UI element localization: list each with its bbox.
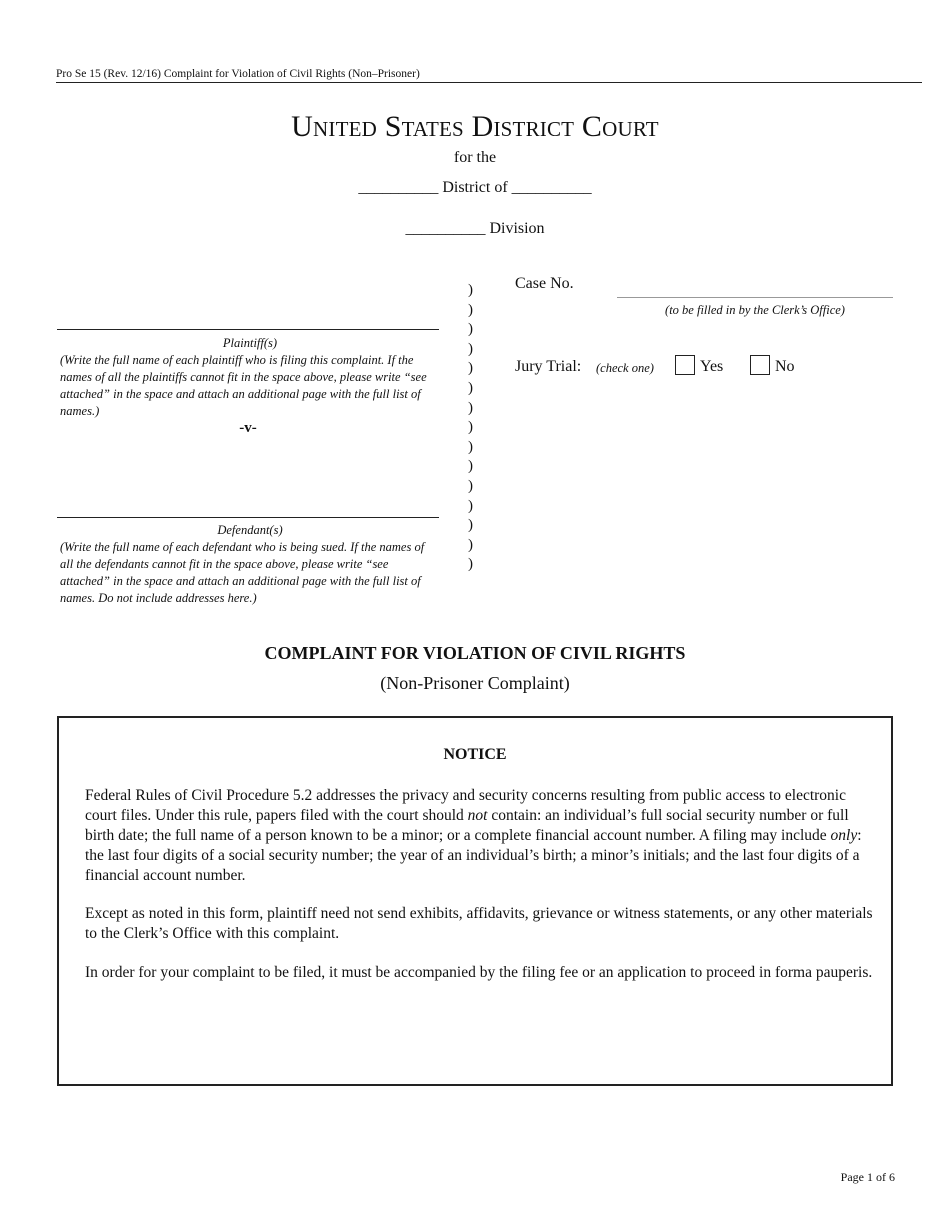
- versus-label: -v-: [239, 420, 257, 436]
- case-no-field[interactable]: [617, 297, 893, 298]
- jury-yes-checkbox[interactable]: [675, 355, 695, 375]
- paren: ): [468, 301, 473, 318]
- notice-paragraph-privacy: [85, 786, 875, 886]
- plaintiff-caption: [60, 335, 440, 420]
- paren: ): [468, 477, 473, 494]
- jury-yes-label: Yes: [700, 358, 724, 375]
- paren: ): [468, 458, 473, 475]
- paren: ): [468, 399, 473, 416]
- jury-no-checkbox[interactable]: [750, 355, 770, 375]
- clerk-office-note: (to be filled in by the Clerk’s Office): [665, 303, 845, 317]
- notice-title: NOTICE: [443, 746, 507, 763]
- paren: ): [468, 497, 473, 514]
- notice-paragraph-exhibits: Except as noted in this form, plaintiff need not send exhibits, affidavits, grievance or witness statements, or any other materials to the Clerk’s Office with this complaint.: [85, 905, 873, 942]
- paren: ): [468, 379, 473, 396]
- paren: ): [468, 536, 473, 553]
- paren: ): [468, 438, 473, 455]
- jury-trial-label: Jury Trial:: [515, 358, 582, 375]
- plaintiff-instructions: (Write the full name of each plaintiff who is filing this complaint. If the names of all the plaintiffs cannot fit in the space above, please write “see attached” in the space and attach an additional page with the full list of names.): [60, 353, 427, 418]
- page-number: Page 1 of 6: [840, 1170, 895, 1184]
- defendant-caption: [60, 522, 440, 607]
- case-no-label: Case No.: [515, 275, 574, 292]
- paren: ): [468, 282, 473, 298]
- court-title: United States District Court: [291, 110, 659, 143]
- defendant-instructions: (Write the full name of each defendant who is being sued. If the names of all the defendants cannot fit in the space above, please write “see attached” in the space and attach an additional page with the full list of names. Do not include addresses here.): [60, 540, 425, 605]
- notice-p1-part-a: Federal Rules of Civil Procedure 5.2 addresses the privacy and security concerns resulting from public access to electronic court files. Under this rule, papers filed with the court should: [85, 787, 846, 824]
- notice-p1-part-b: contain: an individual’s full social security number or full birth date; the full name of a person known to be a minor; or a complete financial account number. A filing may include: [85, 807, 849, 844]
- form-id-header: Pro Se 15 (Rev. 12/16) Complaint for Violation of Civil Rights (Non–Prisoner): [56, 66, 922, 83]
- notice-box: [57, 716, 893, 1086]
- paren: ): [468, 321, 473, 338]
- plaintiff-name-line: [57, 329, 439, 330]
- for-the-text: for the: [453, 149, 497, 166]
- paren: ): [468, 419, 473, 436]
- complaint-title: COMPLAINT FOR VIOLATION OF CIVIL RIGHTS: [264, 643, 686, 663]
- plaintiff-label: Plaintiff(s): [222, 336, 278, 350]
- division-field: __________ Division: [405, 220, 545, 237]
- paren: ): [468, 360, 473, 377]
- district-field: __________ District of __________: [358, 179, 592, 196]
- notice-paragraph-filing-fee: In order for your complaint to be filed, it must be accompanied by the filing fee or an application to proceed in forma pauperis.: [85, 964, 873, 981]
- notice-p1-part-c: : the last four digits of a social security number; the year of an individual’s birth; a minor’s initials; and the last four digits of a financial account number.: [85, 827, 862, 884]
- jury-no-label: No: [775, 358, 795, 375]
- jury-trial-note: (check one): [596, 361, 654, 375]
- notice-p1-not: not: [467, 807, 488, 824]
- caption-parentheses: [468, 281, 480, 575]
- defendant-label: Defendant(s): [217, 523, 283, 537]
- notice-p1-only: only: [830, 827, 858, 844]
- defendant-name-line: [57, 517, 439, 518]
- paren: ): [468, 517, 473, 534]
- complaint-subtitle: (Non-Prisoner Complaint): [380, 673, 570, 693]
- paren: ): [468, 340, 473, 357]
- paren: ): [468, 556, 473, 573]
